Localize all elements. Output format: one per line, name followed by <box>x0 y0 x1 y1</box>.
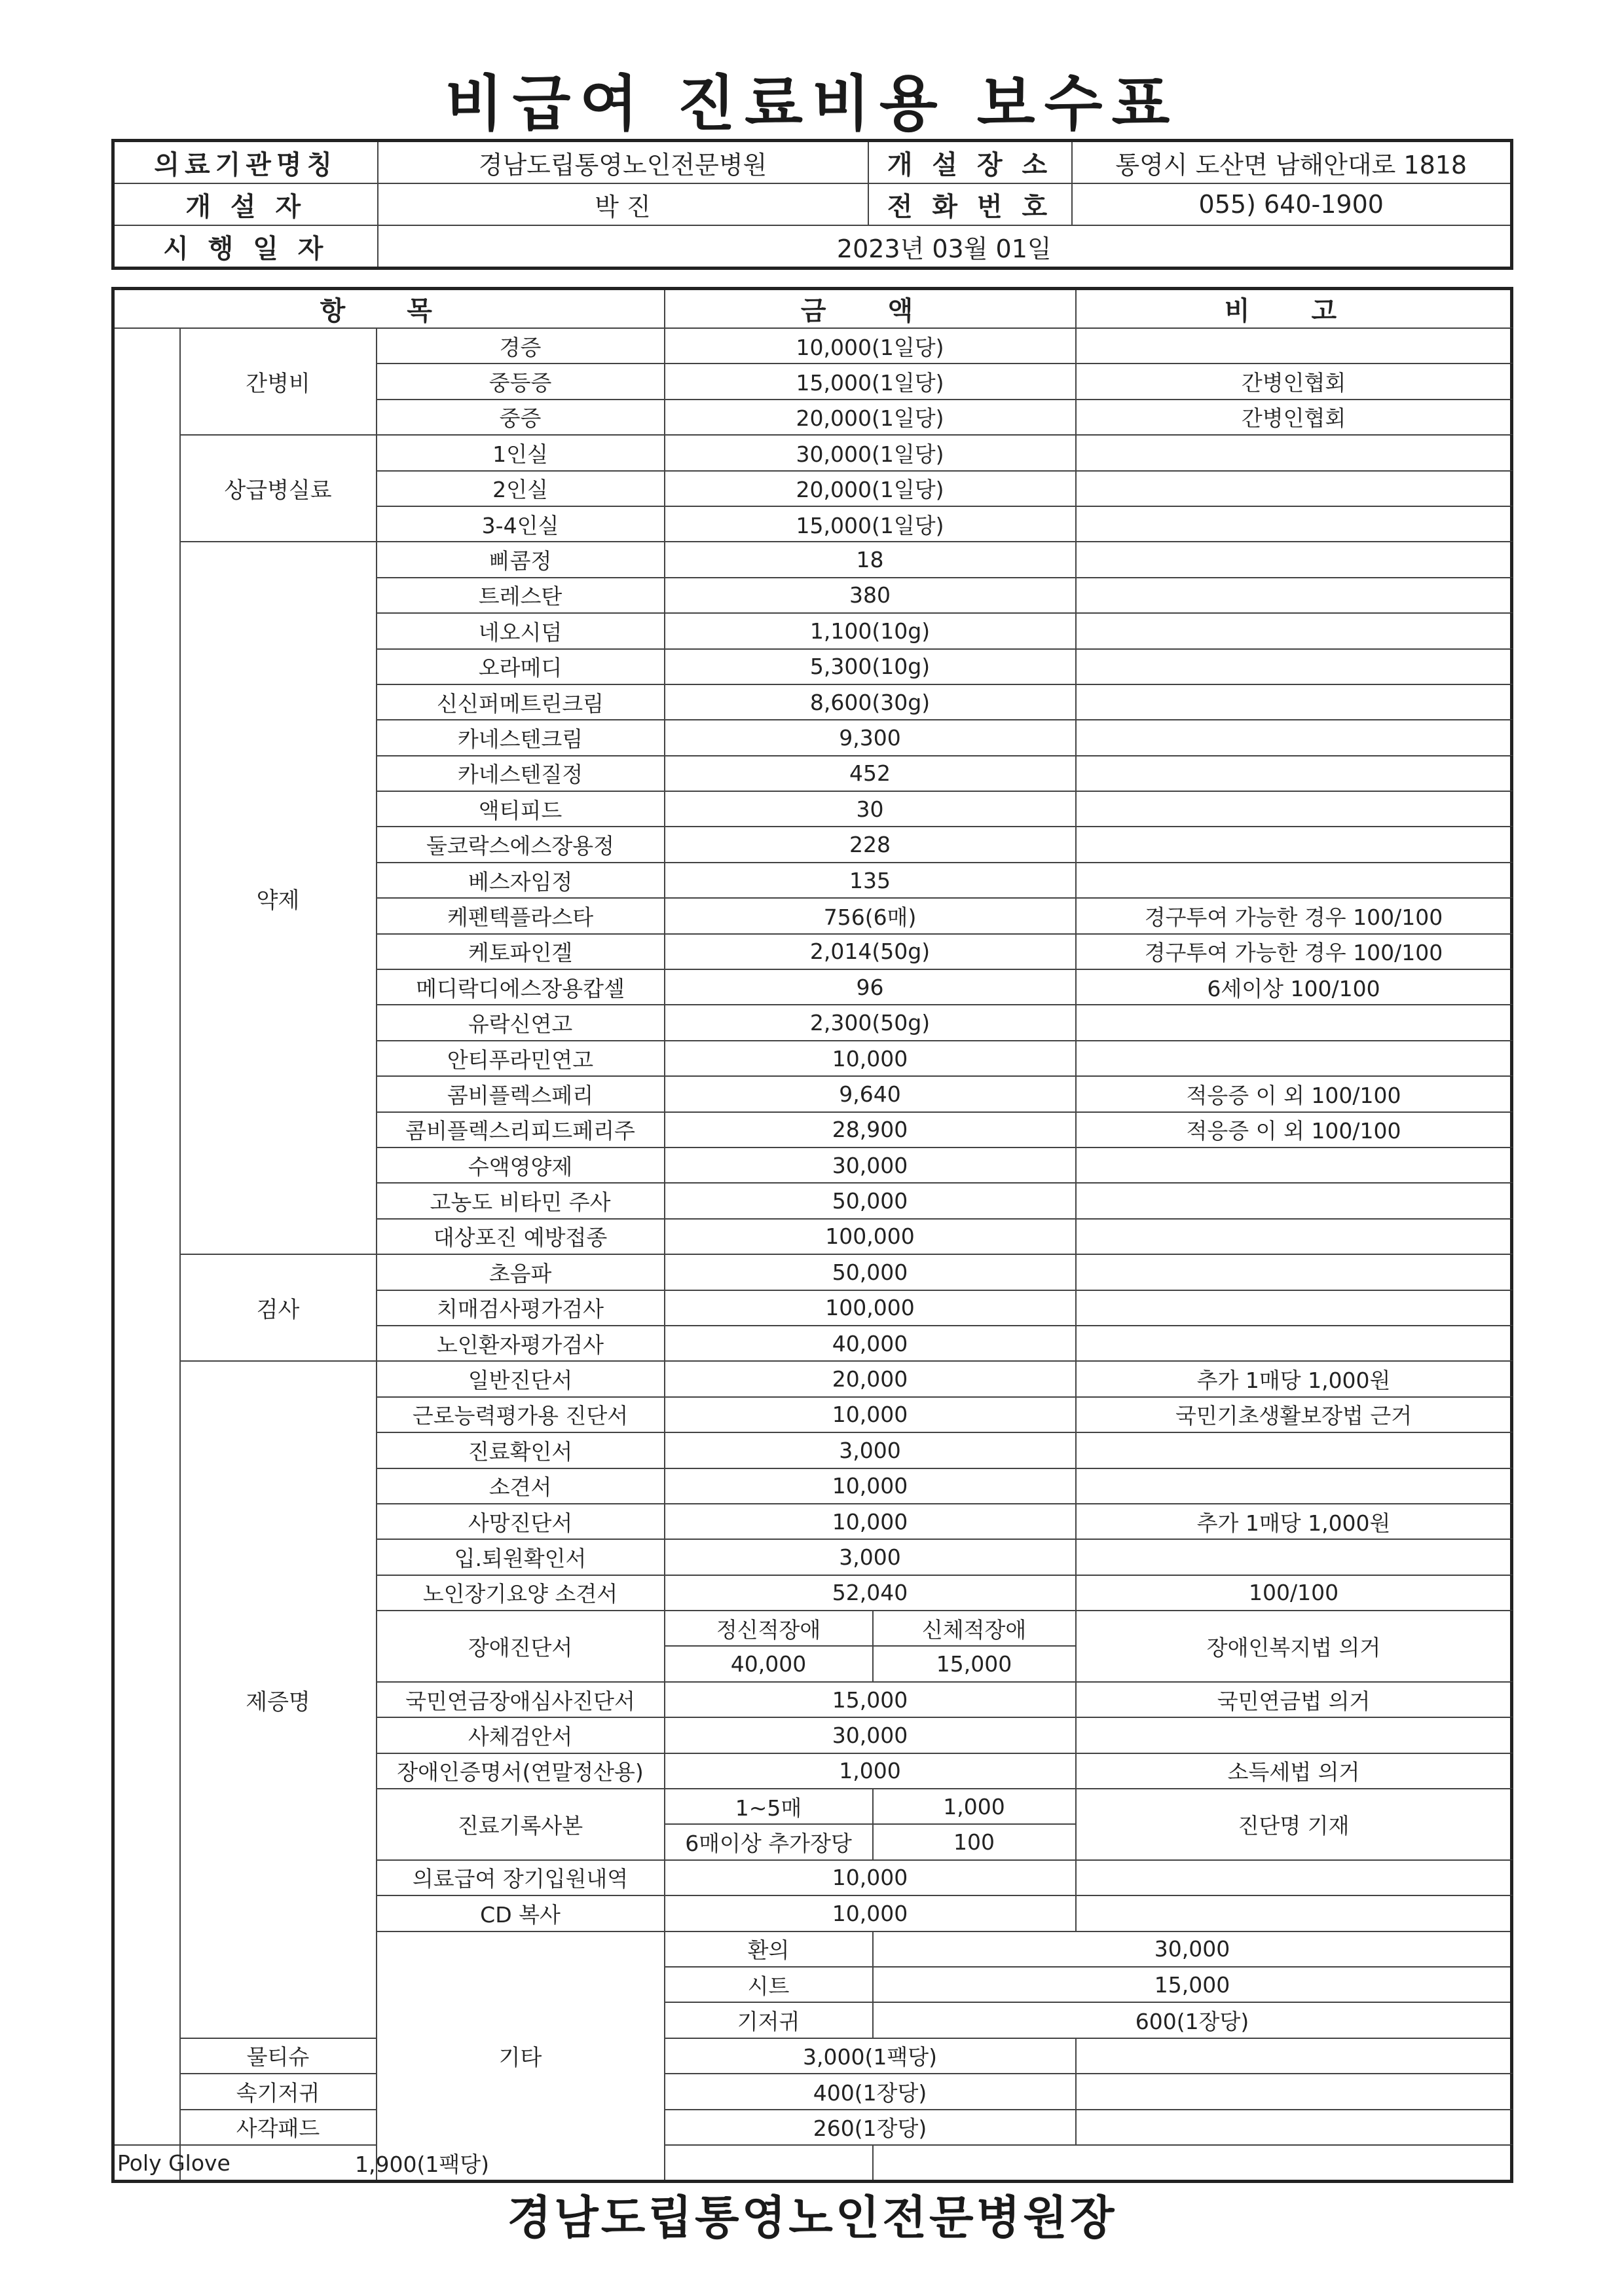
records-tier-1-amount: 1,000 <box>873 1789 1076 1824</box>
item-note <box>1076 542 1512 577</box>
item-amount: 10,000 <box>665 1041 1076 1076</box>
mental-disability-label: 정신적장애 <box>665 1611 873 1646</box>
item-name: 베스자임정 <box>377 863 665 898</box>
item-name: 소견서 <box>377 1468 665 1504</box>
mental-disability-amount: 40,000 <box>665 1646 873 1681</box>
item-amount: 1,900(1팩당) <box>180 2145 665 2182</box>
item-name: 3-4인실 <box>377 506 665 542</box>
item-note <box>1076 1717 1512 1753</box>
page-title: 비급여 진료비용 보수표 <box>445 69 1179 139</box>
table-header <box>113 289 1512 329</box>
item-note <box>1076 471 1512 506</box>
item-name: 사체검안서 <box>377 1717 665 1753</box>
item-name: 삐콤정 <box>377 542 665 577</box>
item-name: 진료확인서 <box>377 1432 665 1468</box>
table-row <box>113 1361 1512 1396</box>
item-note <box>1076 1432 1512 1468</box>
item-amount: 10,000 <box>665 1895 1076 1931</box>
item-name: 1인실 <box>377 435 665 470</box>
records-tier-2-amount: 100 <box>873 1824 1076 1859</box>
item-amount: 8,600(30g) <box>665 684 1076 720</box>
item-amount: 10,000 <box>665 1860 1076 1895</box>
item-amount: 15,000(1일당) <box>665 506 1076 542</box>
item-note <box>1076 756 1512 791</box>
item-amount: 228 <box>665 827 1076 862</box>
item-name: 콤비플렉스페리 <box>377 1076 665 1111</box>
header-note: 비 고 <box>1076 289 1512 329</box>
item-amount: 5,300(10g) <box>665 649 1076 684</box>
item-name: 장애진단서 <box>377 1611 665 1682</box>
item-note: 100/100 <box>1076 1575 1512 1611</box>
item-name: 케펜텍플라스타 <box>377 898 665 933</box>
item-note <box>1076 649 1512 684</box>
category-label: 기타 <box>377 1931 665 2182</box>
item-note <box>665 2145 873 2182</box>
item-note <box>1076 1183 1512 1218</box>
item-name: 메디락디에스장용캅셀 <box>377 969 665 1005</box>
item-note <box>1076 2038 1512 2074</box>
item-amount: 9,640 <box>665 1076 1076 1111</box>
item-note: 적응증 이 외 100/100 <box>1076 1112 1512 1148</box>
item-name: 네오시덤 <box>377 613 665 648</box>
item-amount: 15,000 <box>665 1682 1076 1717</box>
item-name: 둘코락스에스장용정 <box>377 827 665 862</box>
table-row <box>113 2145 1512 2182</box>
item-name: 기저귀 <box>665 2002 873 2038</box>
item-amount: 400(1장당) <box>665 2074 1076 2109</box>
item-note <box>1076 2110 1512 2145</box>
item-amount: 15,000 <box>873 1967 1512 2002</box>
item-note: 국민기초생활보장법 근거 <box>1076 1397 1512 1432</box>
item-note: 진단명 기재 <box>1076 1789 1512 1860</box>
item-note <box>1076 1005 1512 1040</box>
location-value: 통영시 도산면 남해안대로 1818 <box>1072 141 1512 184</box>
item-amount: 30,000 <box>665 1717 1076 1753</box>
item-name: CD 복사 <box>377 1895 665 1931</box>
hospital-director-signature: 경남도립통영노인전문병원장 <box>507 2191 1117 2245</box>
item-name: 유락신연고 <box>377 1005 665 1040</box>
category-label: 간병비 <box>180 328 377 435</box>
table-row <box>113 2110 1512 2145</box>
item-amount: 30,000 <box>665 1148 1076 1183</box>
item-amount: 3,000(1팩당) <box>665 2038 1076 2074</box>
info-table <box>111 139 1513 270</box>
item-name: 카네스텐크림 <box>377 720 665 755</box>
item-note: 6세이상 100/100 <box>1076 969 1512 1005</box>
founder-value: 박 진 <box>378 183 868 225</box>
item-name: 카네스텐질정 <box>377 756 665 791</box>
item-name: 사망진단서 <box>377 1504 665 1539</box>
item-amount: 452 <box>665 756 1076 791</box>
item-amount: 10,000 <box>665 1397 1076 1432</box>
item-name: 트레스탄 <box>377 578 665 613</box>
item-amount: 10,000(1일당) <box>665 328 1076 364</box>
table-row <box>113 328 1512 364</box>
item-name: 진료기록사본 <box>377 1789 665 1860</box>
item-note <box>1076 1041 1512 1076</box>
item-amount: 28,900 <box>665 1112 1076 1148</box>
item-amount: 20,000 <box>665 1361 1076 1396</box>
physical-disability-amount: 15,000 <box>873 1646 1076 1681</box>
item-amount: 20,000(1일당) <box>665 400 1076 435</box>
item-amount: 20,000(1일당) <box>665 471 1076 506</box>
table-row <box>113 542 1512 577</box>
item-amount: 50,000 <box>665 1254 1076 1290</box>
item-amount: 100,000 <box>665 1290 1076 1326</box>
item-amount: 2,014(50g) <box>665 934 1076 969</box>
item-note <box>1076 613 1512 648</box>
item-name: 대상포진 예방접종 <box>377 1219 665 1254</box>
item-name: 액티피드 <box>377 791 665 827</box>
institution-value: 경남도립통영노인전문병원 <box>378 141 868 184</box>
item-note <box>1076 1539 1512 1575</box>
item-name: 고농도 비타민 주사 <box>377 1183 665 1218</box>
category-label: 제증명 <box>180 1361 377 2038</box>
phone-label: 전 화 번 호 <box>868 183 1072 225</box>
item-name: 시트 <box>665 1967 873 2002</box>
item-note: 추가 1매당 1,000원 <box>1076 1504 1512 1539</box>
item-note <box>1076 827 1512 862</box>
item-note: 적응증 이 외 100/100 <box>1076 1076 1512 1111</box>
item-name: 장애인증명서(연말정산용) <box>377 1753 665 1789</box>
item-name: 경증 <box>377 328 665 364</box>
item-name: 초음파 <box>377 1254 665 1290</box>
item-amount: 30 <box>665 791 1076 827</box>
item-name: 오라메디 <box>377 649 665 684</box>
item-name: 노인장기요양 소견서 <box>377 1575 665 1611</box>
item-note <box>1076 863 1512 898</box>
item-name: 치매검사평가검사 <box>377 1290 665 1326</box>
category-label: 검사 <box>180 1254 377 1361</box>
physical-disability-label: 신체적장애 <box>873 1611 1076 1646</box>
item-note: 국민연금법 의거 <box>1076 1682 1512 1717</box>
item-name: 의료급여 장기입원내역 <box>377 1860 665 1895</box>
item-note <box>1076 720 1512 755</box>
item-name: 환의 <box>665 1931 873 1967</box>
item-name: 국민연금장애심사진단서 <box>377 1682 665 1717</box>
item-name: 속기저귀 <box>180 2074 377 2109</box>
item-amount: 756(6매) <box>665 898 1076 933</box>
item-name: 신신퍼메트린크림 <box>377 684 665 720</box>
table-row <box>113 2038 1512 2074</box>
item-amount: 18 <box>665 542 1076 577</box>
table-row <box>113 2074 1512 2109</box>
item-note <box>1076 791 1512 827</box>
founder-label: 개 설 자 <box>113 183 378 225</box>
item-note: 추가 1매당 1,000원 <box>1076 1361 1512 1396</box>
header-item: 항 목 <box>113 289 665 329</box>
date-value: 2023년 03월 01일 <box>378 225 1512 269</box>
item-amount: 10,000 <box>665 1504 1076 1539</box>
header-amount: 금 액 <box>665 289 1076 329</box>
item-name: 콤비플렉스리피드페리주 <box>377 1112 665 1148</box>
item-note <box>1076 1326 1512 1361</box>
item-note <box>1076 684 1512 720</box>
item-note <box>1076 1895 1512 1931</box>
category-label: 약제 <box>180 542 377 1254</box>
item-name: Poly Glove <box>113 2145 180 2182</box>
item-note: 간병인협회 <box>1076 364 1512 399</box>
item-amount: 3,000 <box>665 1539 1076 1575</box>
item-note: 장애인복지법 의거 <box>1076 1611 1512 1682</box>
item-note: 소득세법 의거 <box>1076 1753 1512 1789</box>
item-note <box>1076 2074 1512 2109</box>
item-note: 경구투여 가능한 경우 100/100 <box>1076 934 1512 969</box>
item-amount: 30,000(1일당) <box>665 435 1076 470</box>
item-name: 일반진단서 <box>377 1361 665 1396</box>
item-amount: 50,000 <box>665 1183 1076 1218</box>
item-name: 안티푸라민연고 <box>377 1041 665 1076</box>
item-amount: 3,000 <box>665 1432 1076 1468</box>
category-label: 상급병실료 <box>180 435 377 542</box>
item-amount: 260(1장당) <box>665 2110 1076 2145</box>
item-note <box>1076 506 1512 542</box>
item-amount: 100,000 <box>665 1219 1076 1254</box>
item-amount: 96 <box>665 969 1076 1005</box>
item-amount: 2,300(50g) <box>665 1005 1076 1040</box>
item-amount: 600(1장당) <box>873 2002 1512 2038</box>
item-amount: 15,000(1일당) <box>665 364 1076 399</box>
item-amount: 52,040 <box>665 1575 1076 1611</box>
table-row <box>113 435 1512 470</box>
item-name: 근로능력평가용 진단서 <box>377 1397 665 1432</box>
item-name: 사각패드 <box>180 2110 377 2145</box>
item-name: 물티슈 <box>180 2038 377 2074</box>
item-name: 수액영양제 <box>377 1148 665 1183</box>
item-amount: 30,000 <box>873 1931 1512 1967</box>
item-note <box>1076 1219 1512 1254</box>
item-amount: 1,000 <box>665 1753 1076 1789</box>
item-note: 경구투여 가능한 경우 100/100 <box>1076 898 1512 933</box>
item-note <box>1076 578 1512 613</box>
item-note <box>1076 1148 1512 1183</box>
item-amount: 380 <box>665 578 1076 613</box>
item-note <box>1076 435 1512 470</box>
item-name: 중증 <box>377 400 665 435</box>
item-note <box>1076 1860 1512 1895</box>
records-tier-1-label: 1~5매 <box>665 1789 873 1824</box>
institution-label: 의료기관명칭 <box>113 141 378 184</box>
left-margin-cell <box>113 328 180 2145</box>
item-name: 중등증 <box>377 364 665 399</box>
item-note <box>1076 328 1512 364</box>
item-amount: 1,100(10g) <box>665 613 1076 648</box>
item-amount: 9,300 <box>665 720 1076 755</box>
item-amount: 135 <box>665 863 1076 898</box>
item-note: 간병인협회 <box>1076 400 1512 435</box>
item-amount: 40,000 <box>665 1326 1076 1361</box>
item-note <box>1076 1254 1512 1290</box>
fee-table <box>111 287 1513 2183</box>
item-name: 2인실 <box>377 471 665 506</box>
date-label: 시 행 일 자 <box>113 225 378 269</box>
phone-value: 055) 640-1900 <box>1072 183 1512 225</box>
location-label: 개 설 장 소 <box>868 141 1072 184</box>
item-amount: 10,000 <box>665 1468 1076 1504</box>
item-name: 노인환자평가검사 <box>377 1326 665 1361</box>
item-note <box>1076 1290 1512 1326</box>
item-name: 케토파인겔 <box>377 934 665 969</box>
item-note <box>1076 1468 1512 1504</box>
records-tier-2-label: 6매이상 추가장당 <box>665 1824 873 1859</box>
table-row <box>113 1254 1512 1290</box>
item-name: 입.퇴원확인서 <box>377 1539 665 1575</box>
